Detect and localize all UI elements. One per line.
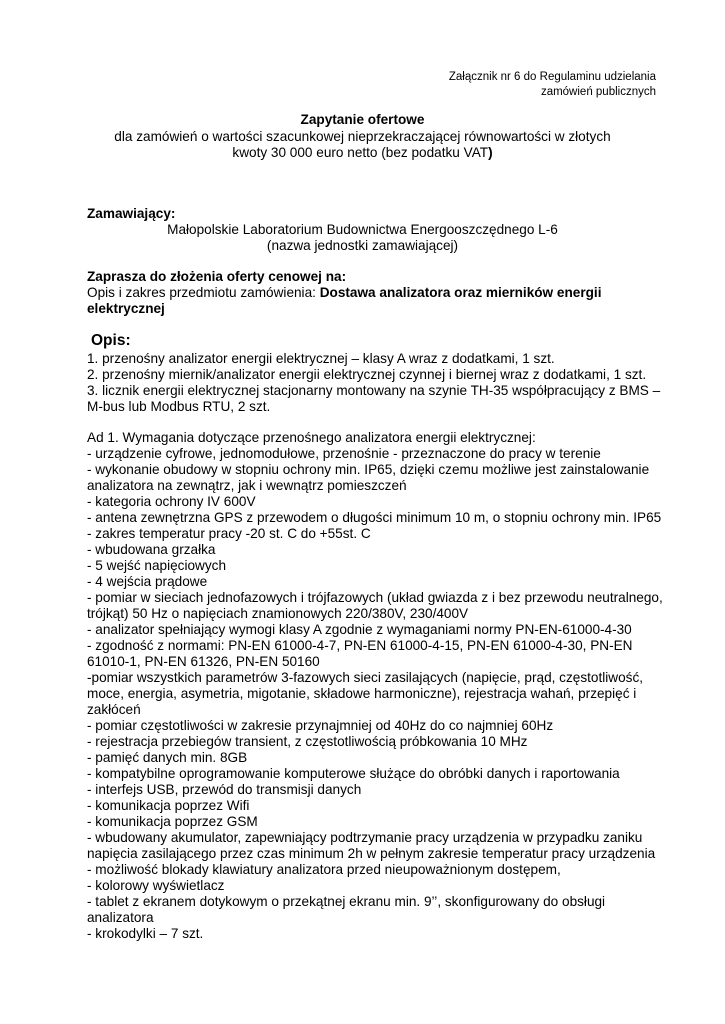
requirement-line: - pamięć danych min. 8GB [87,750,248,765]
requirement-line: - krokodylki – 7 szt. [87,926,204,941]
invite-subject-title: Dostawa analizatora oraz mierników energii [319,285,602,300]
opis-item: 2. przenośny miernik/analizator energii elektrycznej czynnej i biernej wraz z dodatkami, 1 szt. [87,367,647,382]
requirement-line: trójkąt) 50 Hz o napięciach znamionowych 220/380V, 230/400V [87,606,469,621]
requirement-line: - 4 wejścia prądowe [87,574,208,589]
buyer-note: (nazwa jednostki zamawiającej) [266,238,459,253]
annex-line-1: Załącznik nr 6 do Regulaminu udzielania [448,71,656,83]
title-subline-1: dla zamówień o wartości szacunkowej nieprzekraczającej równowartości w złotych [114,129,611,144]
title-subline-2 [0,145,725,161]
invite-subject [87,285,601,301]
title-subline-2-text: kwoty 30 000 euro netto (bez podatku VAT [232,145,489,160]
requirement-line: - wbudowany akumulator, zapewniający podtrzymanie pracy urządzenia w przypadku zaniku [87,830,643,845]
requirement-line: - kolorowy wyświetlacz [87,878,225,893]
requirement-line: - komunikacja poprzez Wifi [87,798,250,813]
buyer-name: Małopolskie Laboratorium Budownictwa Energooszczędnego L-6 [167,222,558,237]
requirement-line: - zgodność z normami: PN-EN 61000-4-7, PN-EN 61000-4-15, PN-EN 61000-4-30, PN-EN [87,638,633,653]
requirement-line: moce, energia, asymetria, migotanie, składowe harmoniczne), rejestracja wahań, przepięć i [87,686,637,701]
requirement-line: - pomiar w sieciach jednofazowych i trójfazowych (układ gwiazda z i bez przewodu neutralnego, [87,590,663,605]
requirement-line: - tablet z ekranem dotykowym o przekątnej ekranu min. 9’’, skonfigurowany do obsługi [87,894,606,909]
document-title: Zapytanie ofertowe [300,112,425,127]
requirement-line: - możliwość blokady klawiatury analizatora przed nieupoważnionym dostępem, [87,862,561,877]
opis-item: M-bus lub Modbus RTU, 2 szt. [87,399,271,414]
requirement-line: - kompatybilne oprogramowanie komputerowe służące do obróbki danych i raportowania [87,766,620,781]
invite-heading: Zaprasza do złożenia oferty cenowej na: [87,269,347,284]
opis-item: 3. licznik energii elektrycznej stacjonarny montowany na szynie TH-35 współpracujący z BMS – [87,383,661,398]
requirement-line: - pomiar częstotliwości w zakresie przynajmniej od 40Hz do co najmniej 60Hz [87,718,554,733]
buyer-label: Zamawiający: [87,206,176,221]
requirement-line: - komunikacja poprzez GSM [87,814,258,829]
requirement-line: - interfejs USB, przewód do transmisji danych [87,782,362,797]
requirement-line: -pomiar wszystkich parametrów 3-fazowych sieci zasilających (napięcie, prąd, częstotliwość, [87,670,644,685]
opis-heading: Opis: [91,332,131,349]
requirement-line: - rejestracja przebiegów transient, z częstotliwością próbkowania 10 MHz [87,734,528,749]
invite-subject-prefix: Opis i zakres przedmiotu zamówienia: [87,285,320,300]
requirement-line: - kategoria ochrony IV 600V [87,494,256,509]
requirement-line: - analizator spełniający wymogi klasy A zgodnie z wymaganiami normy PN-EN-61000-4-30 [87,622,632,637]
requirement-line: zakłóceń [87,702,141,717]
requirement-line: analizatora na zewnątrz, jak i wewnątrz pomieszczeń [87,478,407,493]
requirement-line: - antena zewnętrzna GPS z przewodem o długości minimum 10 m, o stopniu ochrony min. IP65 [87,510,662,525]
requirement-line: - zakres temperatur pracy -20 st. C do +55st. C [87,526,371,541]
requirement-line: analizatora [87,910,154,925]
requirement-line: - wbudowana grzałka [87,542,216,557]
requirement-line: - 5 wejść napięciowych [87,558,227,573]
annex-line-2: zamówień publicznych [540,86,656,98]
invite-subject-title-2: elektrycznej [87,301,165,316]
opis-item: 1. przenośny analizator energii elektrycznej – klasy A wraz z dodatkami, 1 szt. [87,351,555,366]
title-subline-2-close: ) [488,145,493,160]
requirement-line: 61010-1, PN-EN 61326, PN-EN 50160 [87,654,320,669]
requirement-line: napięcia zasilającego przez czas minimum 2h w pełnym zakresie temperatur pracy urządzenia [87,846,656,861]
requirement-line: - urządzenie cyfrowe, jednomodułowe, przenośnie - przeznaczone do pracy w terenie [87,446,601,461]
requirement-line: - wykonanie obudowy w stopniu ochrony min. IP65, dzięki czemu możliwe jest zainstalowanie [87,462,650,477]
requirements-heading: Ad 1. Wymagania dotyczące przenośnego analizatora energii elektrycznej: [87,430,536,445]
